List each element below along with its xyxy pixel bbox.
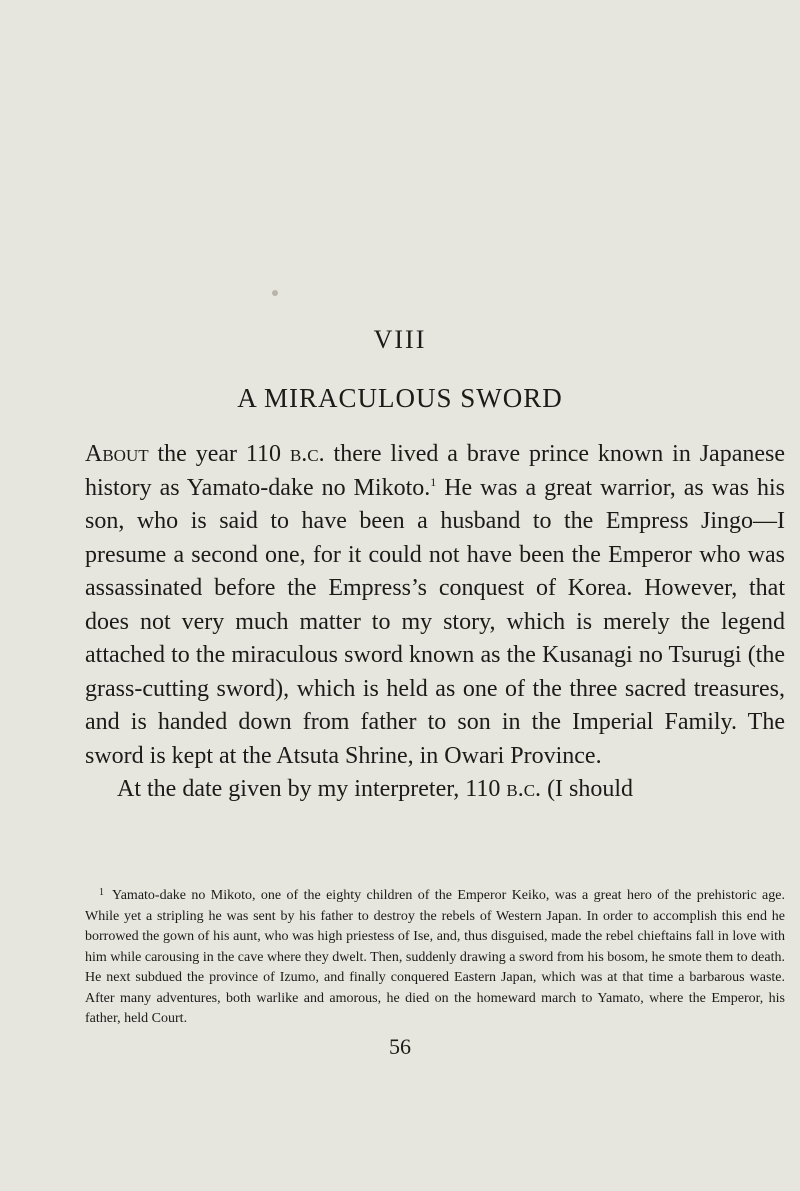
footnote bbox=[85, 883, 785, 1030]
paragraph-2-part-2: (I should bbox=[541, 776, 634, 802]
footnote-mark: 1 bbox=[99, 887, 104, 898]
paragraph-2-part-1: At the date given by my interpreter, 110 bbox=[117, 776, 507, 802]
body-text bbox=[85, 438, 785, 807]
paragraph-1-part-1: the year 110 bbox=[148, 441, 290, 467]
lead-word: About bbox=[85, 441, 149, 467]
chapter-number: VIII bbox=[373, 325, 427, 354]
page-number: 56 bbox=[389, 1034, 411, 1059]
paragraph-1 bbox=[85, 438, 785, 773]
paragraph-2 bbox=[85, 773, 785, 807]
page-stain bbox=[272, 290, 278, 296]
era-abbreviation: b.c. bbox=[506, 776, 542, 802]
era-abbreviation: b.c. bbox=[289, 441, 325, 467]
paragraph-1-part-3: He was a great warrior, as was his son, who is said to have been a husband to the Empress Jingo—I presume a second one, for it could not have been the Emperor who was assassinated before the Empress’s conquest of Korea. However, that does not very much matter to my story, which is merely the legend attached to the miraculous sword known as the Kusanagi no Tsurugi (the grass-cutting sword), which is held as one of the three sacred treasures, and is handed down from father to son in the Imperial Family. The sword is kept at the Atsuta Shrine, in Owari Province. bbox=[85, 474, 785, 769]
footnote-reference: 1 bbox=[430, 474, 437, 489]
paragraph-1-part-2: there lived a brave prince known in Japanese history as Yamato-dake no Mikoto. bbox=[85, 441, 786, 501]
footnote-text: Yamato-dake no Mikoto, one of the eighty children of the Emperor Keiko, was a great hero of the prehistoric age. While yet a stripling he was sent by his father to destroy the rebels of Western Japan. In order to accomplish this end he borrowed the gown of his aunt, who was high priestess of Ise, and, thus disguised, made the rebel chieftains fall in love with him while carousing in the cave where they dwelt. Then, suddenly drawing a sword from his bosom, he smote them to death. He next subdued the province of Izumo, and finally conquered Eastern Japan, which was at that time a barbarous waste. After many adventures, both warlike and amorous, he died on the homeward march to Yamato, where the Emperor, his father, held Court. bbox=[85, 888, 785, 1026]
chapter-title: A MIRACULOUS SWORD bbox=[237, 383, 563, 413]
